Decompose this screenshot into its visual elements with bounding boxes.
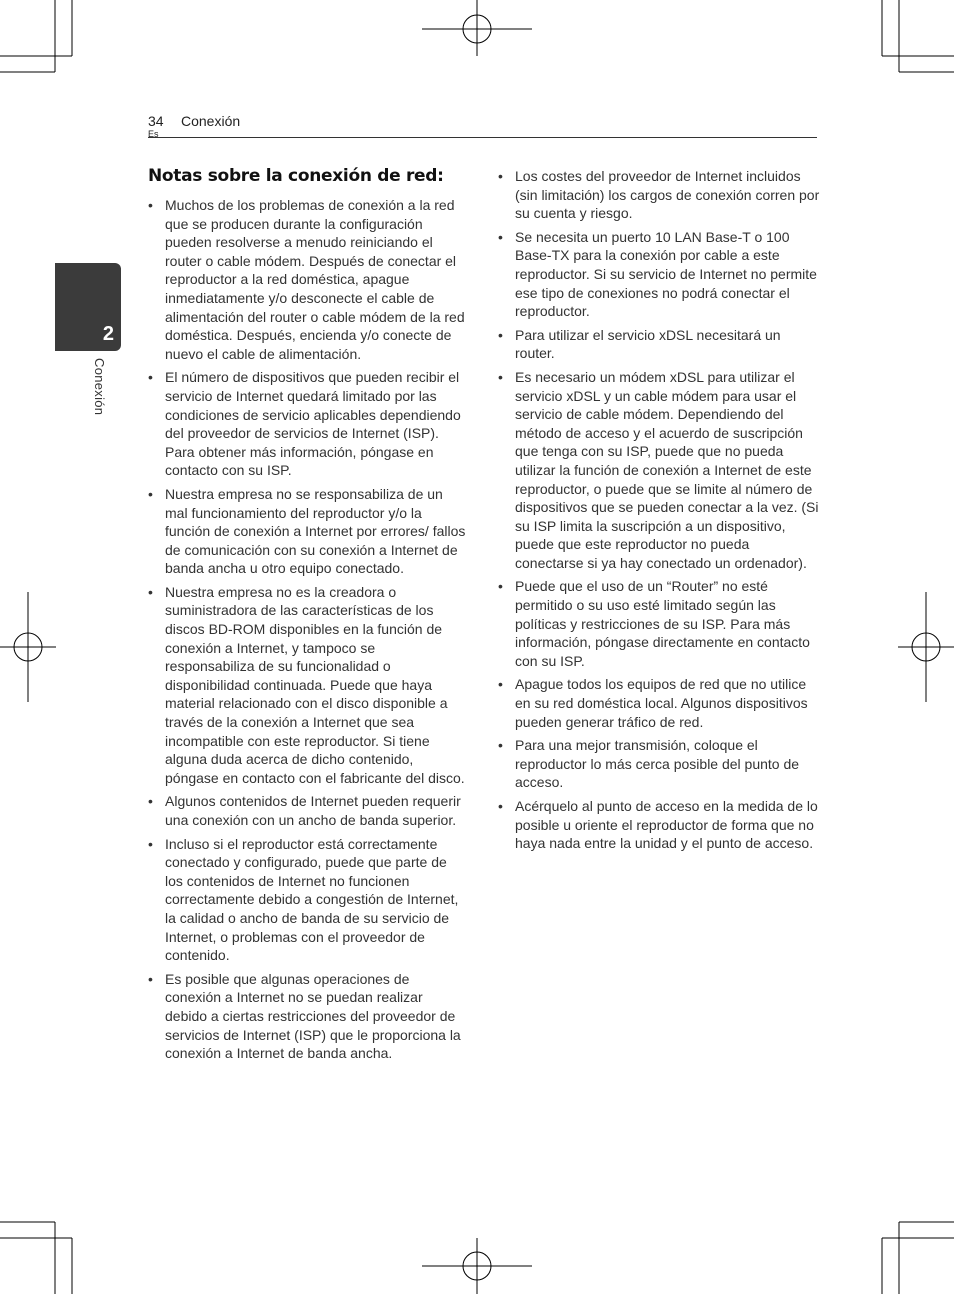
bullet-icon: • [498, 168, 503, 184]
list-item [148, 792, 468, 829]
page-number: 34 [148, 113, 164, 129]
list-item [498, 326, 820, 363]
bullet-icon: • [498, 368, 503, 385]
bullet-icon: • [148, 835, 153, 852]
list-item-text: Muchos de los problemas de conexión a la red que se producen durante la configuración pueden resolverse a menudo reiniciando el router o cable módem. Después de conectar el reproductor a la red doméstica, apague inmediatamente y/o desconecte el cable de alimentación del router o cable módem de la red doméstica. Después, encienda y/o conecte de nuevo el cable de alimentación. [165, 197, 465, 362]
bullet-icon: • [498, 676, 503, 693]
right-bullet-list [498, 167, 820, 853]
bullet-icon: • [148, 583, 153, 600]
right-column [498, 167, 820, 858]
list-item-text: Para una mejor transmisión, coloque el reproductor lo más cerca posible del punto de acceso. [515, 737, 800, 791]
left-bullet-list [148, 196, 468, 1063]
list-item-text: Puede que el uso de un “Router” no esté permitido o su uso esté limitado según las políticas y restricciones de su ISP. Para más información, póngase directamente en contacto con su ISP. [515, 578, 810, 669]
bullet-icon: • [148, 369, 153, 386]
list-item [498, 577, 820, 670]
page-header [148, 113, 817, 138]
list-item-text: Incluso si el reproductor está correctamente conectado y configurado, puede que parte de los contenidos de Internet no funcionen correctamente debido a congestión de Internet, la calidad o ancho de banda de su servicio de Internet, o problemas con el proveedor de contenido. [165, 835, 459, 964]
chapter-tab [55, 263, 121, 351]
bullet-icon: • [148, 485, 153, 502]
bullet-icon: • [498, 326, 503, 343]
chapter-side-label: Conexión [92, 358, 107, 416]
bullet-icon: • [148, 197, 153, 213]
list-item [148, 583, 468, 788]
list-item [498, 797, 820, 853]
list-item-text: Acérquelo al punto de acceso en la medida de lo posible u oriente el reproductor de forma que no haya nada entre la unidad y el punto de acceso. [515, 798, 818, 852]
section-title: Conexión [181, 113, 241, 129]
list-item [498, 228, 820, 321]
list-item-text: Para utilizar el servicio xDSL necesitará un router. [515, 326, 781, 362]
list-item-text: Es posible que algunas operaciones de conexión a Internet no se puedan realizar debido a ciertas restricciones del proveedor de servicios de Internet (ISP) que le proporciona la conexión a Internet de banda ancha. [165, 970, 461, 1062]
bullet-icon: • [498, 798, 503, 814]
list-item [148, 368, 468, 480]
bullet-icon: • [498, 578, 503, 595]
list-item-text: Algunos contenidos de Internet pueden requerir una conexión con un ancho de banda superior. [165, 793, 461, 828]
list-item-text: Nuestra empresa no se responsabiliza de un mal funcionamiento del reproductor y/o la función de conexión a Internet por errores/ fallos de comunicación con su conexión a Internet de banda ancha u otro equipo conectado. [165, 485, 466, 577]
bullet-icon: • [148, 793, 153, 810]
list-item [498, 167, 820, 223]
list-item [498, 736, 820, 792]
list-item [498, 675, 820, 731]
list-item-text: Apague todos los equipos de red que no utilice en su red doméstica local. Algunos dispositivos pueden generar tráfico de red. [515, 676, 808, 730]
bullet-icon: • [498, 228, 503, 245]
list-item [148, 485, 468, 578]
list-item-text: El número de dispositivos que pueden recibir el servicio de Internet quedará limitado por las condiciones de servicio aplicables dependiendo del proveedor de servicios de Internet (ISP). Para obtener más información, póngase en contacto con su ISP. [165, 369, 461, 479]
list-item [148, 835, 468, 965]
list-item [148, 970, 468, 1063]
list-item-text: Se necesita un puerto 10 LAN Base-T o 100 Base-TX para la conexión por cable a este reproductor. Si su servicio de Internet no permite ese tipo de conexiones no podrá conectar el reproductor. [515, 228, 817, 320]
list-item [148, 196, 468, 363]
list-item-text: Los costes del proveedor de Internet incluidos (sin limitación) los cargos de conexión corren por su cuenta y riesgo. [515, 168, 820, 222]
list-item-text: Es necesario un módem xDSL para utilizar el servicio xDSL y un cable módem para usar el servicio de cable módem. Dependiendo del método de acceso y el acuerdo de suscripción que tenga con su ISP, puede que no pueda utilizar la función de conexión a Internet de este reproductor, o puede que se limite al número de dispositivos que se pueden conectar a la vez. (Si su ISP limita la suscripción a un dispositivo, puede que este reproductor no pueda conectarse si ya hay conectado un ordenador). [515, 368, 819, 571]
chapter-number: 2 [102, 323, 114, 345]
left-column [148, 196, 468, 1068]
bullet-icon: • [498, 737, 503, 754]
list-item-text: Nuestra empresa no es la creadora o suministradora de las características de los discos BD-ROM disponibles en la función de conexión a Internet, y tampoco se responsabiliza de su funcionalidad o disponibilidad continuada. Puede que haya material relacionado con el disco disponible a través de la conexión a Internet que sea incompatible con este reproductor. Si tiene alguna duda acerca de dicho contenido, póngase en contacto con el fabricante del disco. [165, 583, 465, 786]
bullet-icon: • [148, 970, 153, 987]
language-code: Es [148, 129, 159, 139]
list-item [498, 368, 820, 573]
page-title: Notas sobre la conexión de red: [148, 166, 444, 186]
